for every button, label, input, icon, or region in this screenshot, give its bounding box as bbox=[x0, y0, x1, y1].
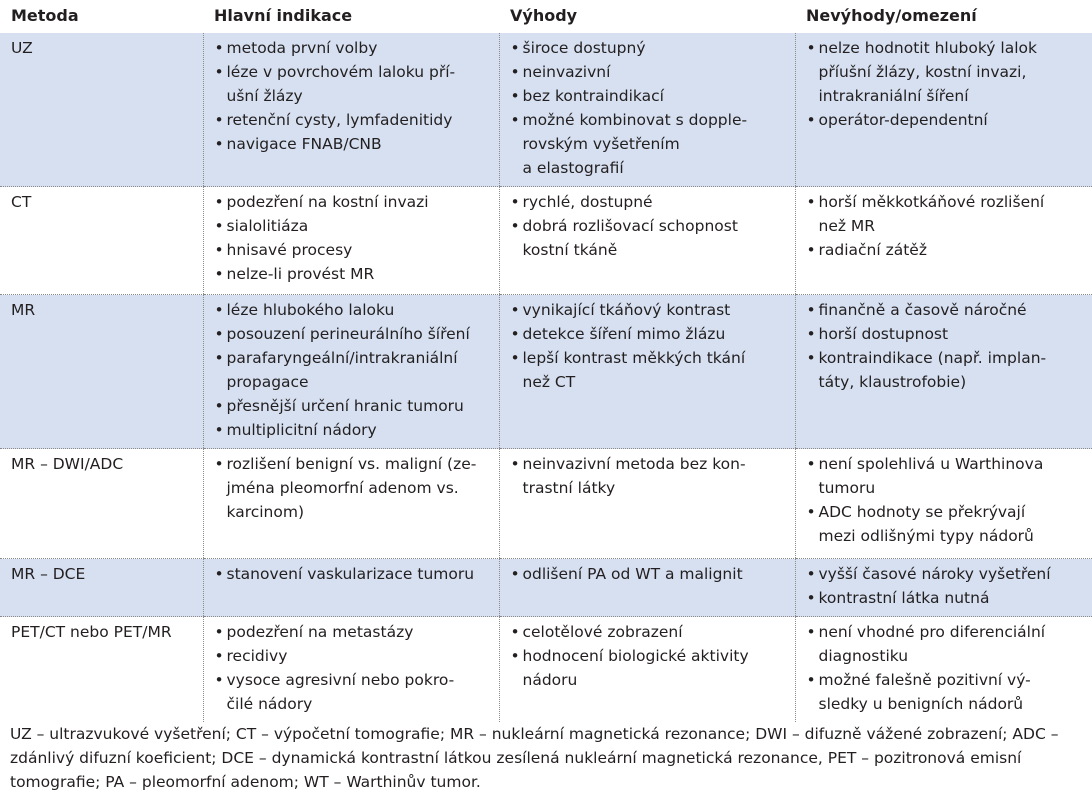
bullet-icon: • bbox=[510, 565, 520, 583]
indications-cell bbox=[203, 559, 499, 617]
bullet-icon: • bbox=[806, 193, 816, 211]
list-item bbox=[511, 298, 789, 322]
list-item bbox=[807, 346, 1087, 394]
list-item bbox=[807, 668, 1087, 716]
item-text: stanovení vaskularizace tumoru bbox=[226, 565, 475, 583]
list-item bbox=[511, 644, 789, 692]
header-method: Metoda bbox=[0, 0, 203, 32]
item-text: nelze-li provést MR bbox=[226, 265, 375, 283]
bullet-icon: • bbox=[510, 325, 520, 343]
advantages-cell bbox=[499, 295, 795, 449]
method-cell: CT bbox=[0, 187, 203, 295]
bullet-list bbox=[807, 620, 1087, 716]
item-text: multiplicitní nádory bbox=[226, 421, 377, 439]
list-item bbox=[215, 322, 493, 346]
table-row bbox=[0, 449, 1092, 559]
bullet-icon: • bbox=[214, 397, 224, 415]
item-text: není vhodné pro diferenciální diagnostiku bbox=[818, 623, 1046, 665]
item-text: léze hlubokého laloku bbox=[226, 301, 395, 319]
item-text: lepší kontrast měkkých tkání než CT bbox=[522, 349, 746, 391]
bullet-list bbox=[807, 298, 1087, 394]
list-item bbox=[511, 108, 789, 180]
bullet-icon: • bbox=[214, 135, 224, 153]
bullet-icon: • bbox=[214, 63, 224, 81]
item-text: sialolitiáza bbox=[226, 217, 309, 235]
list-item bbox=[215, 562, 493, 586]
table-row bbox=[0, 559, 1092, 617]
bullet-icon: • bbox=[510, 217, 520, 235]
header-row bbox=[0, 0, 1092, 32]
item-text: horší měkkotkáňové rozlišení než MR bbox=[818, 193, 1045, 235]
list-item bbox=[511, 620, 789, 644]
list-item bbox=[511, 214, 789, 262]
list-item bbox=[807, 238, 1087, 262]
item-text: recidivy bbox=[226, 647, 288, 665]
item-text: přesnější určení hranic tumoru bbox=[226, 397, 464, 415]
list-item bbox=[807, 190, 1087, 238]
item-text: hodnocení biologické aktivity nádoru bbox=[522, 647, 749, 689]
disadvantages-cell bbox=[795, 295, 1092, 449]
list-item bbox=[215, 668, 493, 716]
bullet-icon: • bbox=[214, 647, 224, 665]
bullet-icon: • bbox=[806, 301, 816, 319]
item-text: možné falešně pozitivní vý- sledky u benigních nádorů bbox=[818, 671, 1031, 713]
bullet-icon: • bbox=[214, 111, 224, 129]
item-text: rychlé, dostupné bbox=[522, 193, 653, 211]
item-text: léze v povrchovém laloku pří- ušní žlázy bbox=[226, 63, 456, 105]
item-text: navigace FNAB/CNB bbox=[226, 135, 382, 153]
item-text: odlišení PA od WT a malignit bbox=[522, 565, 743, 583]
list-item bbox=[807, 452, 1087, 500]
item-text: retenční cysty, lymfadenitidy bbox=[226, 111, 453, 129]
bullet-icon: • bbox=[806, 623, 816, 641]
item-text: kontraindikace (např. implan- táty, klaustrofobie) bbox=[818, 349, 1047, 391]
list-item bbox=[215, 620, 493, 644]
table-row bbox=[0, 295, 1092, 449]
list-item bbox=[215, 644, 493, 668]
bullet-list bbox=[511, 562, 789, 586]
item-text: vysoce agresivní nebo pokro- čilé nádory bbox=[226, 671, 455, 713]
method-cell: UZ bbox=[0, 32, 203, 187]
item-text: ADC hodnoty se překrývají mezi odlišnými typy nádorů bbox=[818, 503, 1034, 545]
bullet-icon: • bbox=[510, 349, 520, 367]
indications-cell bbox=[203, 32, 499, 187]
bullet-icon: • bbox=[510, 623, 520, 641]
list-item bbox=[215, 36, 493, 60]
bullet-icon: • bbox=[214, 217, 224, 235]
bullet-list bbox=[215, 190, 493, 286]
list-item bbox=[511, 36, 789, 60]
disadvantages-cell bbox=[795, 32, 1092, 187]
footnote: UZ – ultrazvukové vyšetření; CT – výpočetní tomografie; MR – nukleární magnetická rezonance; DWI – difuzně vážené zobrazení; ADC – zdánlivý difuzní koeficient; DCE – dynamická kontrastní látkou zesílená nukleární magnetická rezonance, PET – pozitronová emisní tomografie; PA – pleomorfní adenom; WT – Warthinův tumor. bbox=[10, 725, 1059, 791]
item-text: kontrastní látka nutná bbox=[818, 589, 990, 607]
list-item bbox=[511, 60, 789, 84]
bullet-icon: • bbox=[806, 111, 816, 129]
list-item bbox=[511, 322, 789, 346]
indications-cell bbox=[203, 449, 499, 559]
bullet-list bbox=[807, 562, 1087, 610]
advantages-cell bbox=[499, 617, 795, 723]
bullet-icon: • bbox=[214, 349, 224, 367]
bullet-icon: • bbox=[510, 39, 520, 57]
list-item bbox=[807, 108, 1087, 132]
bullet-icon: • bbox=[510, 63, 520, 81]
bullet-list bbox=[215, 298, 493, 442]
table-row bbox=[0, 187, 1092, 295]
table-row bbox=[0, 32, 1092, 187]
bullet-list bbox=[511, 36, 789, 180]
bullet-list bbox=[215, 452, 493, 524]
list-item bbox=[807, 322, 1087, 346]
list-item bbox=[215, 108, 493, 132]
disadvantages-cell bbox=[795, 617, 1092, 723]
list-item bbox=[215, 394, 493, 418]
bullet-icon: • bbox=[806, 589, 816, 607]
list-item bbox=[215, 190, 493, 214]
advantages-cell bbox=[499, 187, 795, 295]
list-item bbox=[807, 500, 1087, 548]
list-item bbox=[215, 132, 493, 156]
advantages-cell bbox=[499, 449, 795, 559]
bullet-icon: • bbox=[214, 565, 224, 583]
bullet-icon: • bbox=[214, 193, 224, 211]
method-cell: MR – DCE bbox=[0, 559, 203, 617]
indications-cell bbox=[203, 295, 499, 449]
list-item bbox=[807, 586, 1087, 610]
list-item bbox=[215, 238, 493, 262]
advantages-cell bbox=[499, 559, 795, 617]
list-item bbox=[511, 346, 789, 394]
bullet-icon: • bbox=[806, 349, 816, 367]
item-text: vynikající tkáňový kontrast bbox=[522, 301, 731, 319]
list-item bbox=[511, 190, 789, 214]
item-text: podezření na kostní invazi bbox=[226, 193, 429, 211]
item-text: finančně a časově náročné bbox=[818, 301, 1027, 319]
bullet-list bbox=[215, 562, 493, 586]
bullet-icon: • bbox=[214, 265, 224, 283]
list-item bbox=[215, 418, 493, 442]
item-text: celotělové zobrazení bbox=[522, 623, 683, 641]
item-text: radiační zátěž bbox=[818, 241, 927, 259]
bullet-icon: • bbox=[510, 455, 520, 473]
bullet-list bbox=[511, 190, 789, 262]
header-indications: Hlavní indikace bbox=[203, 0, 499, 32]
bullet-icon: • bbox=[806, 39, 816, 57]
item-text: dobrá rozlišovací schopnost kostní tkáně bbox=[522, 217, 738, 259]
bullet-icon: • bbox=[214, 623, 224, 641]
disadvantages-cell bbox=[795, 559, 1092, 617]
bullet-icon: • bbox=[806, 241, 816, 259]
bullet-icon: • bbox=[214, 325, 224, 343]
method-cell: MR – DWI/ADC bbox=[0, 449, 203, 559]
bullet-list bbox=[807, 36, 1087, 132]
bullet-icon: • bbox=[510, 647, 520, 665]
bullet-icon: • bbox=[214, 301, 224, 319]
bullet-list bbox=[511, 620, 789, 692]
item-text: posouzení perineurálního šíření bbox=[226, 325, 470, 343]
item-text: vyšší časové nároky vyšetření bbox=[818, 565, 1051, 583]
item-text: široce dostupný bbox=[522, 39, 646, 57]
bullet-icon: • bbox=[214, 671, 224, 689]
bullet-icon: • bbox=[806, 503, 816, 521]
bullet-list bbox=[807, 190, 1087, 262]
list-item bbox=[215, 298, 493, 322]
advantages-cell bbox=[499, 32, 795, 187]
bullet-list bbox=[215, 36, 493, 156]
item-text: operátor-dependentní bbox=[818, 111, 988, 129]
bullet-icon: • bbox=[510, 193, 520, 211]
method-cell: PET/CT nebo PET/MR bbox=[11, 623, 172, 641]
bullet-icon: • bbox=[214, 455, 224, 473]
list-item bbox=[807, 562, 1087, 586]
bullet-list bbox=[215, 620, 493, 716]
bullet-icon: • bbox=[510, 87, 520, 105]
list-item bbox=[215, 214, 493, 238]
item-text: bez kontraindikací bbox=[522, 87, 664, 105]
item-text: neinvazivní metoda bez kon- trastní látky bbox=[522, 455, 746, 497]
disadvantages-cell bbox=[795, 449, 1092, 559]
bullet-list bbox=[511, 452, 789, 500]
list-item bbox=[215, 60, 493, 108]
header-advantages: Výhody bbox=[499, 0, 795, 32]
item-text: rozlišení benigní vs. maligní (ze- jména pleomorfní adenom vs. karcinom) bbox=[226, 455, 477, 521]
disadvantages-cell bbox=[795, 187, 1092, 295]
item-text: možné kombinovat s dopple- rovským vyšetřením a elastografií bbox=[522, 111, 748, 177]
item-text: nelze hodnotit hluboký lalok příušní žlázy, kostní invazi, intrakraniální šíření bbox=[818, 39, 1037, 105]
item-text: není spolehlivá u Warthinova tumoru bbox=[818, 455, 1044, 497]
list-item bbox=[807, 298, 1087, 322]
item-text: detekce šíření mimo žlázu bbox=[522, 325, 726, 343]
bullet-icon: • bbox=[806, 455, 816, 473]
list-item bbox=[807, 36, 1087, 108]
bullet-list bbox=[511, 298, 789, 394]
table-body bbox=[0, 32, 1092, 722]
method-cell: MR bbox=[0, 295, 203, 449]
header-disadvantages: Nevýhody/omezení bbox=[795, 0, 1092, 32]
list-item bbox=[511, 562, 789, 586]
item-text: horší dostupnost bbox=[818, 325, 949, 343]
item-text: parafaryngeální/intrakraniální propagace bbox=[226, 349, 458, 391]
bullet-icon: • bbox=[510, 111, 520, 129]
list-item bbox=[215, 452, 493, 524]
list-item bbox=[511, 84, 789, 108]
item-text: hnisavé procesy bbox=[226, 241, 353, 259]
bullet-icon: • bbox=[806, 565, 816, 583]
table-row bbox=[0, 617, 1092, 723]
bullet-icon: • bbox=[214, 241, 224, 259]
indications-cell bbox=[203, 617, 499, 723]
list-item bbox=[511, 452, 789, 500]
list-item bbox=[215, 262, 493, 286]
bullet-icon: • bbox=[214, 421, 224, 439]
indications-cell bbox=[203, 187, 499, 295]
bullet-list bbox=[807, 452, 1087, 548]
bullet-icon: • bbox=[214, 39, 224, 57]
item-text: metoda první volby bbox=[226, 39, 378, 57]
bullet-icon: • bbox=[806, 671, 816, 689]
bullet-icon: • bbox=[806, 325, 816, 343]
bullet-icon: • bbox=[510, 301, 520, 319]
item-text: neinvazivní bbox=[522, 63, 611, 81]
item-text: podezření na metastázy bbox=[226, 623, 414, 641]
list-item bbox=[807, 620, 1087, 668]
list-item bbox=[215, 346, 493, 394]
